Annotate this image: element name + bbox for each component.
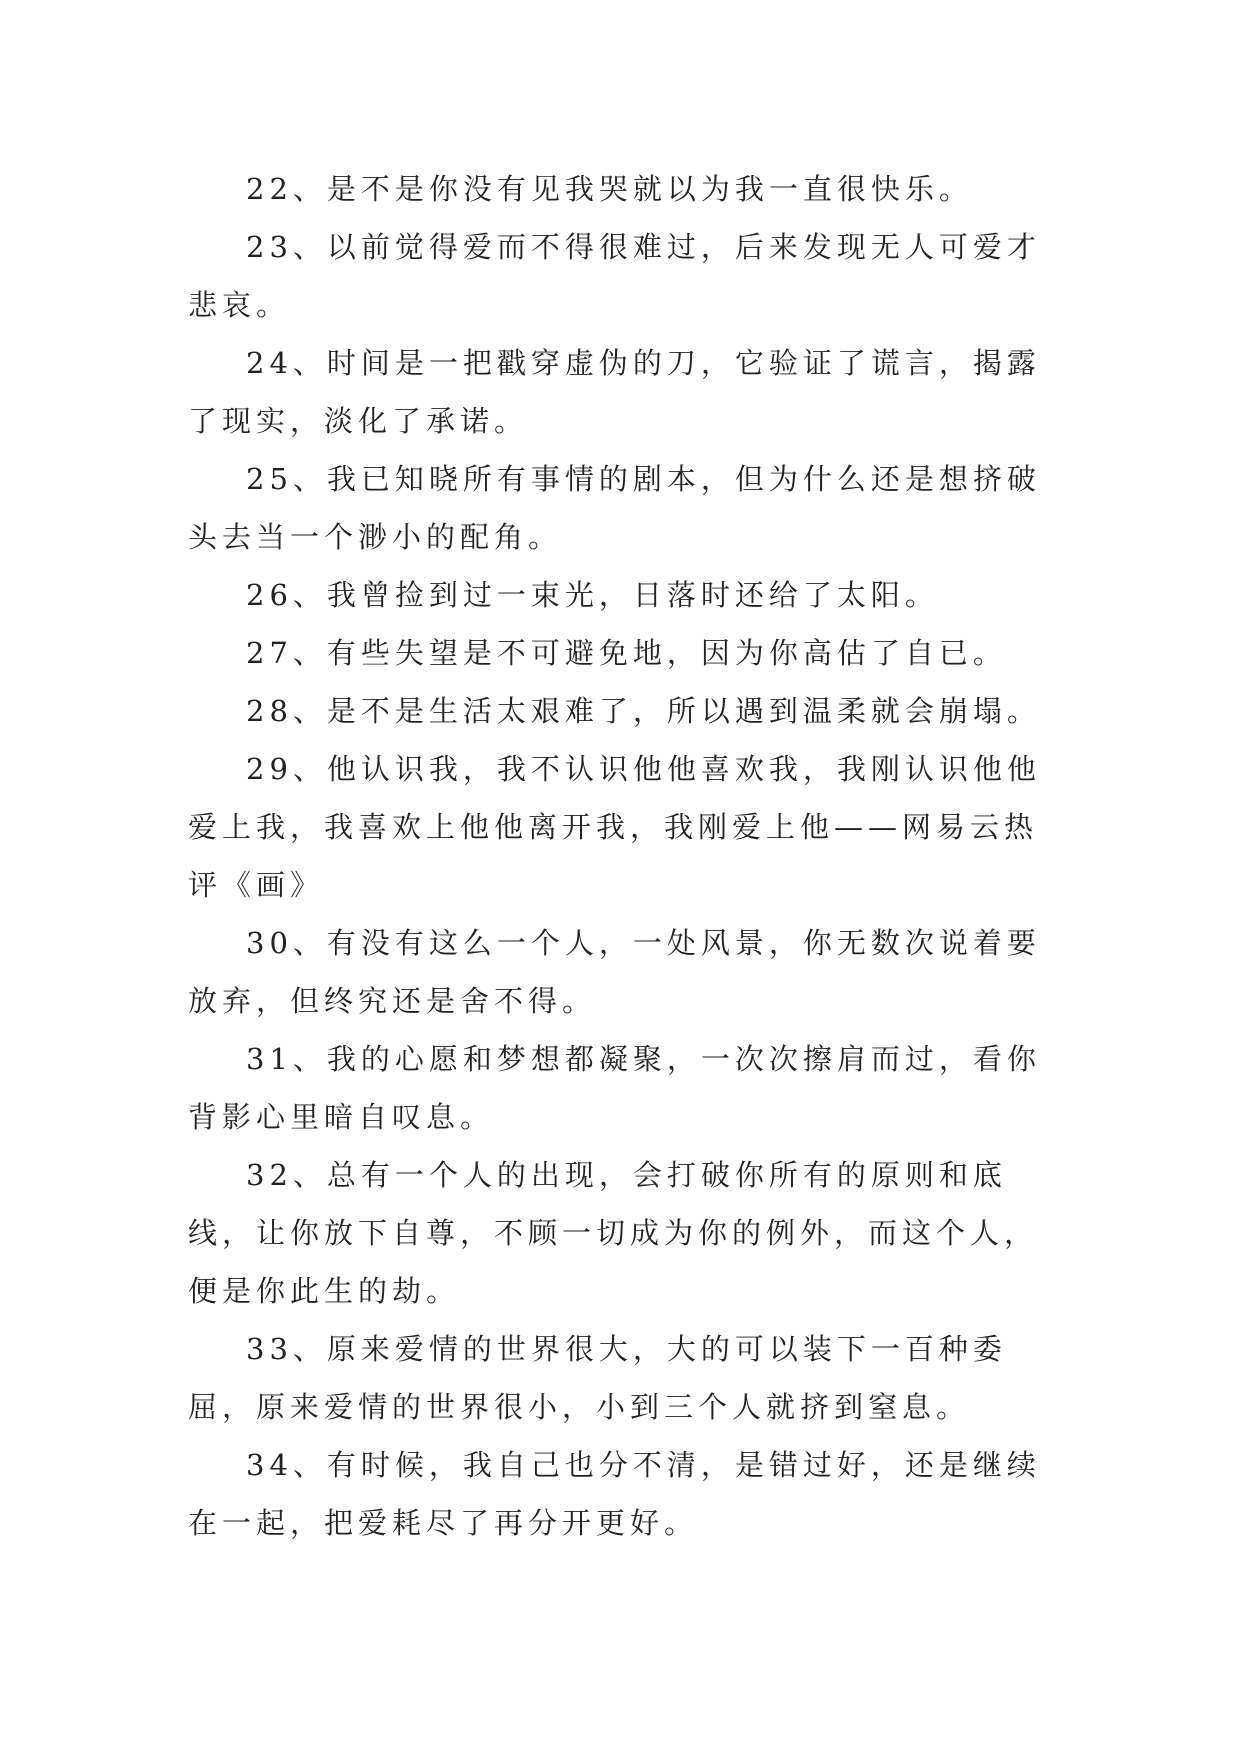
paragraph-26: 26、我曾捡到过一束光，日落时还给了太阳。: [246, 578, 939, 612]
document-body: [188, 160, 1058, 1552]
paragraph-33: 33、原来爱情的世界很大，大的可以装下一百种委屈，原来爱情的世界很小，小到三个人就挤到窒息。: [188, 1332, 1007, 1424]
paragraph-23: 23、以前觉得爱而不得很难过，后来发现无人可爱才悲哀。: [188, 230, 1041, 322]
paragraph-29: 29、他认识我，我不认识他他喜欢我，我刚认识他他爱上我，我喜欢上他他离开我，我刚爱上他——网易云热评《画》: [188, 752, 1041, 902]
paragraph-28: 28、是不是生活太艰难了，所以遇到温柔就会崩塌。: [246, 694, 1041, 728]
paragraph-30: 30、有没有这么一个人，一处风景，你无数次说着要放弃，但终究还是舍不得。: [188, 926, 1041, 1018]
paragraph-27: 27、有些失望是不可避免地，因为你高估了自已。: [246, 636, 1007, 670]
paragraph-24: 24、时间是一把戳穿虚伪的刀，它验证了谎言，揭露了现实，淡化了承诺。: [188, 346, 1041, 438]
paragraph-32: 32、总有一个人的出现，会打破你所有的原则和底线，让你放下自尊，不顾一切成为你的例外，而这个人，便是你此生的劫。: [188, 1158, 1039, 1308]
paragraph-34: 34、有时候，我自己也分不清，是错过好，还是继续在一起，把爱耗尽了再分开更好。: [188, 1448, 1041, 1540]
paragraph-31: 31、我的心愿和梦想都凝聚，一次次擦肩而过，看你背影心里暗自叹息。: [188, 1042, 1041, 1134]
paragraph-22: 22、是不是你没有见我哭就以为我一直很快乐。: [246, 172, 973, 206]
paragraph-25: 25、我已知晓所有事情的剧本，但为什么还是想挤破头去当一个渺小的配角。: [188, 462, 1041, 554]
